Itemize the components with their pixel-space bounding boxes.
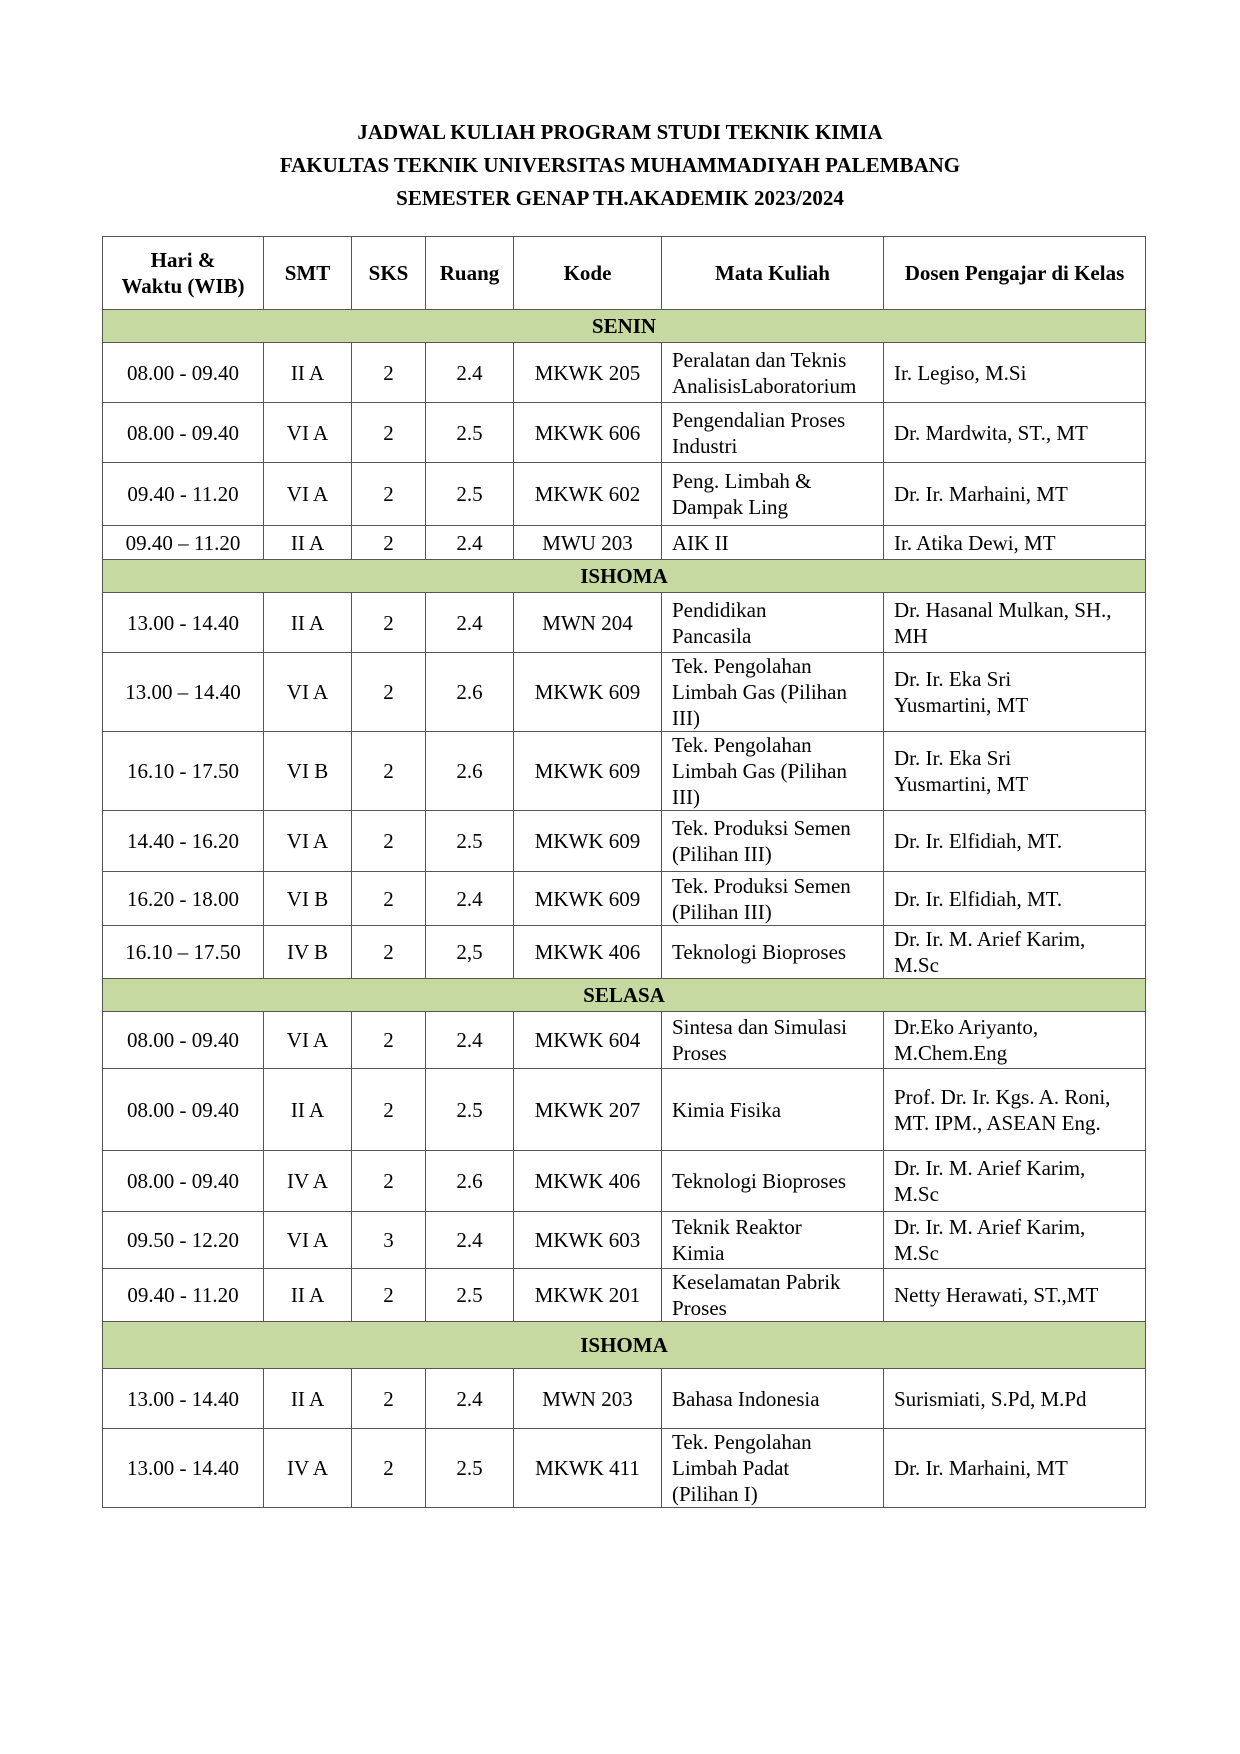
section-row [103,560,1146,593]
cell-smt: VI A [264,1012,352,1069]
table-row [103,593,1146,653]
col-header-sks: SKS [352,237,426,310]
col-header-smt: SMT [264,237,352,310]
cell-time: 09.40 - 11.20 [103,463,264,526]
cell-mata-kuliah-line: Kimia Fisika [672,1097,782,1122]
cell-time: 08.00 - 09.40 [103,1069,264,1151]
cell-smt: VI A [264,811,352,872]
cell-dosen-line: M.Sc [894,1241,939,1265]
document-title [0,116,1240,215]
col-header-hari: Hari & Waktu (WIB) [103,237,264,310]
cell-ruang: 2.4 [426,343,514,403]
cell-smt: II A [264,1069,352,1151]
cell-mata-kuliah-line: AnalisisLaboratorium [672,373,857,398]
cell-sks: 2 [352,1012,426,1069]
cell-dosen [884,732,1146,811]
cell-mata-kuliah-line: (Pilihan III) [672,899,772,924]
cell-dosen [884,593,1146,653]
table-row [103,1369,1146,1429]
cell-kode: MKWK 609 [514,811,662,872]
cell-mata-kuliah-line: (Pilihan I) [672,1482,758,1506]
cell-dosen [884,526,1146,560]
cell-mata-kuliah [662,343,884,403]
cell-time: 08.00 - 09.40 [103,403,264,463]
cell-smt: VI A [264,463,352,526]
cell-smt: IV A [264,1429,352,1508]
cell-sks: 2 [352,593,426,653]
cell-ruang: 2.6 [426,732,514,811]
cell-sks: 2 [352,926,426,979]
cell-kode: MKWK 609 [514,653,662,732]
cell-mata-kuliah-line: Bahasa Indonesia [672,1386,820,1411]
cell-sks: 2 [352,526,426,560]
cell-time: 13.00 - 14.40 [103,593,264,653]
cell-mata-kuliah-line: Keselamatan Pabrik [672,1270,841,1294]
cell-sks: 2 [352,463,426,526]
table-header-row [103,237,1146,310]
cell-mata-kuliah-line: Teknologi Bioproses [672,940,847,964]
cell-mata-kuliah-line: Pancasila [672,623,752,648]
cell-dosen-line: Yusmartini, MT [894,772,1029,796]
cell-time: 13.00 - 14.40 [103,1369,264,1429]
cell-time: 09.40 – 11.20 [103,526,264,560]
section-label: SENIN [103,310,1146,343]
cell-dosen-line: Dr. Ir. Eka Sri [894,667,1012,691]
cell-kode: MKWK 411 [514,1429,662,1508]
cell-dosen [884,1212,1146,1269]
cell-mata-kuliah [662,1069,884,1151]
cell-smt: IV A [264,1151,352,1212]
cell-sks: 2 [352,1151,426,1212]
cell-mata-kuliah-line: Sintesa dan Simulasi [672,1015,847,1039]
table-row [103,653,1146,732]
cell-mata-kuliah-line: Limbah Padat [672,1456,790,1480]
table-row [103,1151,1146,1212]
cell-ruang: 2.4 [426,593,514,653]
cell-dosen-line: Yusmartini, MT [894,693,1029,717]
cell-mata-kuliah [662,653,884,732]
cell-kode: MKWK 207 [514,1069,662,1151]
cell-time: 13.00 - 14.40 [103,1429,264,1508]
cell-ruang: 2.4 [426,1369,514,1429]
cell-mata-kuliah [662,1429,884,1508]
cell-dosen-line: Dr. Hasanal Mulkan, SH., [894,597,1112,622]
col-header-mata-kuliah: Mata Kuliah [662,237,884,310]
section-label: ISHOMA [103,1322,1146,1369]
section-label: ISHOMA [103,560,1146,593]
cell-mata-kuliah-line: Tek. Produksi Semen [672,873,851,898]
cell-mata-kuliah-line: Proses [672,1041,727,1065]
cell-dosen-line: Dr. Ir. Elfidiah, MT. [894,829,1063,853]
cell-mata-kuliah-line: AIK II [672,530,729,555]
cell-smt: VI A [264,1212,352,1269]
cell-mata-kuliah [662,403,884,463]
cell-kode: MKWK 604 [514,1012,662,1069]
cell-ruang: 2.5 [426,1069,514,1151]
cell-mata-kuliah [662,1212,884,1269]
cell-dosen-line: Dr. Ir. M. Arief Karim, [894,927,1086,951]
cell-time: 08.00 - 09.40 [103,1151,264,1212]
cell-dosen [884,811,1146,872]
cell-time: 13.00 – 14.40 [103,653,264,732]
cell-dosen [884,1429,1146,1508]
col-header-dosen: Dosen Pengajar di Kelas [884,237,1146,310]
table-row [103,1069,1146,1151]
cell-mata-kuliah-line: Teknologi Bioproses [672,1169,847,1193]
cell-smt: IV B [264,926,352,979]
cell-mata-kuliah-line: Peng. Limbah & [672,469,812,493]
cell-mata-kuliah [662,1369,884,1429]
cell-sks: 2 [352,1269,426,1322]
cell-sks: 2 [352,1069,426,1151]
table-row [103,343,1146,403]
title-line-2: FAKULTAS TEKNIK UNIVERSITAS MUHAMMADIYAH PALEMBANG [279,153,961,177]
cell-ruang: 2.6 [426,1151,514,1212]
cell-dosen [884,403,1146,463]
cell-time: 14.40 - 16.20 [103,811,264,872]
cell-ruang: 2.5 [426,463,514,526]
cell-smt: VI B [264,732,352,811]
col-header-ruang: Ruang [426,237,514,310]
cell-smt: II A [264,1369,352,1429]
cell-dosen [884,1269,1146,1322]
cell-mata-kuliah-line: (Pilihan III) [672,842,772,866]
cell-time: 08.00 - 09.40 [103,343,264,403]
cell-mata-kuliah-line: Proses [672,1296,727,1320]
cell-kode: MKWK 201 [514,1269,662,1322]
cell-dosen-line: Dr. Mardwita, ST., MT [894,420,1088,445]
table-row [103,1269,1146,1322]
cell-mata-kuliah-line: Pengendalian Proses [672,407,846,432]
section-row [103,310,1146,343]
cell-dosen-line: Dr. Ir. Elfidiah, MT. [894,886,1063,911]
table-row [103,1012,1146,1069]
cell-kode: MWN 204 [514,593,662,653]
cell-dosen-line: MH [894,623,928,648]
cell-dosen [884,872,1146,926]
cell-time: 08.00 - 09.40 [103,1012,264,1069]
cell-mata-kuliah [662,811,884,872]
cell-mata-kuliah [662,1151,884,1212]
cell-dosen-line: M.Sc [894,953,939,977]
cell-smt: II A [264,343,352,403]
cell-ruang: 2.4 [426,872,514,926]
cell-dosen-line: Dr. Ir. M. Arief Karim, [894,1215,1086,1239]
schedule-table [102,236,1146,1508]
cell-mata-kuliah [662,1269,884,1322]
cell-smt: VI B [264,872,352,926]
cell-mata-kuliah-line: Teknik Reaktor [672,1215,802,1239]
cell-mata-kuliah-line: Dampak Ling [672,495,789,519]
cell-mata-kuliah [662,1012,884,1069]
cell-time: 16.10 - 17.50 [103,732,264,811]
cell-dosen-line: Ir. Legiso, M.Si [894,360,1027,385]
cell-dosen-line: Prof. Dr. Ir. Kgs. A. Roni, [894,1084,1111,1109]
cell-mata-kuliah-line: Tek. Produksi Semen [672,816,851,840]
cell-ruang: 2.5 [426,1269,514,1322]
table-row [103,811,1146,872]
cell-dosen-line: Surismiati, S.Pd, M.Pd [894,1386,1087,1411]
cell-ruang: 2.5 [426,811,514,872]
col-header-kode: Kode [514,237,662,310]
cell-ruang: 2.4 [426,526,514,560]
cell-mata-kuliah [662,926,884,979]
cell-smt: II A [264,593,352,653]
cell-kode: MKWK 609 [514,732,662,811]
cell-dosen [884,343,1146,403]
cell-dosen-line: M.Sc [894,1182,939,1206]
cell-dosen-line: Dr. Ir. Marhaini, MT [894,1456,1068,1480]
cell-mata-kuliah-line: Tek. Pengolahan [672,733,812,757]
cell-sks: 2 [352,1369,426,1429]
cell-mata-kuliah-line: III) [672,706,700,730]
cell-sks: 2 [352,653,426,732]
cell-ruang: 2.6 [426,653,514,732]
cell-mata-kuliah [662,872,884,926]
cell-sks: 2 [352,811,426,872]
cell-ruang: 2.4 [426,1012,514,1069]
cell-mata-kuliah-line: Peralatan dan Teknis [672,347,847,372]
cell-dosen [884,653,1146,732]
cell-dosen [884,1151,1146,1212]
cell-mata-kuliah-line: Tek. Pengolahan [672,1430,812,1454]
cell-mata-kuliah-line: Limbah Gas (Pilihan [672,759,847,783]
section-label: SELASA [103,979,1146,1012]
cell-ruang: 2,5 [426,926,514,979]
cell-kode: MKWK 205 [514,343,662,403]
cell-dosen-line: Dr. Ir. Eka Sri [894,746,1012,770]
cell-mata-kuliah-line: Industri [672,433,738,458]
cell-kode: MKWK 603 [514,1212,662,1269]
cell-mata-kuliah-line: III) [672,785,700,809]
cell-time: 16.10 – 17.50 [103,926,264,979]
cell-dosen [884,1369,1146,1429]
cell-smt: II A [264,1269,352,1322]
cell-kode: MKWK 606 [514,403,662,463]
cell-dosen [884,1012,1146,1069]
cell-dosen-line: Dr. Ir. M. Arief Karim, [894,1156,1086,1180]
cell-kode: MWU 203 [514,526,662,560]
section-row [103,979,1146,1012]
cell-sks: 2 [352,1429,426,1508]
cell-smt: II A [264,526,352,560]
table-row [103,403,1146,463]
cell-mata-kuliah-line: Kimia [672,1241,725,1265]
title-line-1: JADWAL KULIAH PROGRAM STUDI TEKNIK KIMIA [357,120,883,144]
cell-sks: 2 [352,732,426,811]
table-row [103,463,1146,526]
cell-ruang: 2.5 [426,403,514,463]
cell-smt: VI A [264,653,352,732]
cell-sks: 2 [352,343,426,403]
cell-dosen [884,463,1146,526]
section-row [103,1322,1146,1369]
cell-dosen-line: Dr. Ir. Marhaini, MT [894,482,1068,506]
cell-mata-kuliah [662,593,884,653]
title-line-3: SEMESTER GENAP TH.AKADEMIK 2023/2024 [396,186,844,210]
cell-dosen [884,926,1146,979]
table-row [103,1212,1146,1269]
cell-dosen-line: Netty Herawati, ST.,MT [894,1283,1099,1307]
cell-dosen-line: Ir. Atika Dewi, MT [894,530,1056,555]
cell-sks: 2 [352,403,426,463]
cell-mata-kuliah [662,463,884,526]
cell-dosen-line: Dr.Eko Ariyanto, [894,1015,1039,1039]
cell-mata-kuliah-line: Tek. Pengolahan [672,654,812,678]
table-row [103,526,1146,560]
table-row [103,872,1146,926]
cell-kode: MKWK 609 [514,872,662,926]
cell-kode: MKWK 406 [514,926,662,979]
cell-dosen [884,1069,1146,1151]
cell-dosen-line: M.Chem.Eng [894,1041,1008,1065]
cell-kode: MKWK 406 [514,1151,662,1212]
cell-mata-kuliah-line: Pendidikan [672,597,767,622]
cell-kode: MKWK 602 [514,463,662,526]
table-row [103,1429,1146,1508]
cell-dosen-line: MT. IPM., ASEAN Eng. [894,1110,1101,1135]
table-row [103,732,1146,811]
cell-smt: VI A [264,403,352,463]
cell-ruang: 2.5 [426,1429,514,1508]
cell-time: 09.40 - 11.20 [103,1269,264,1322]
cell-time: 09.50 - 12.20 [103,1212,264,1269]
cell-mata-kuliah-line: Limbah Gas (Pilihan [672,680,847,704]
cell-time: 16.20 - 18.00 [103,872,264,926]
cell-sks: 3 [352,1212,426,1269]
cell-sks: 2 [352,872,426,926]
cell-mata-kuliah [662,526,884,560]
cell-mata-kuliah [662,732,884,811]
cell-kode: MWN 203 [514,1369,662,1429]
table-row [103,926,1146,979]
cell-ruang: 2.4 [426,1212,514,1269]
